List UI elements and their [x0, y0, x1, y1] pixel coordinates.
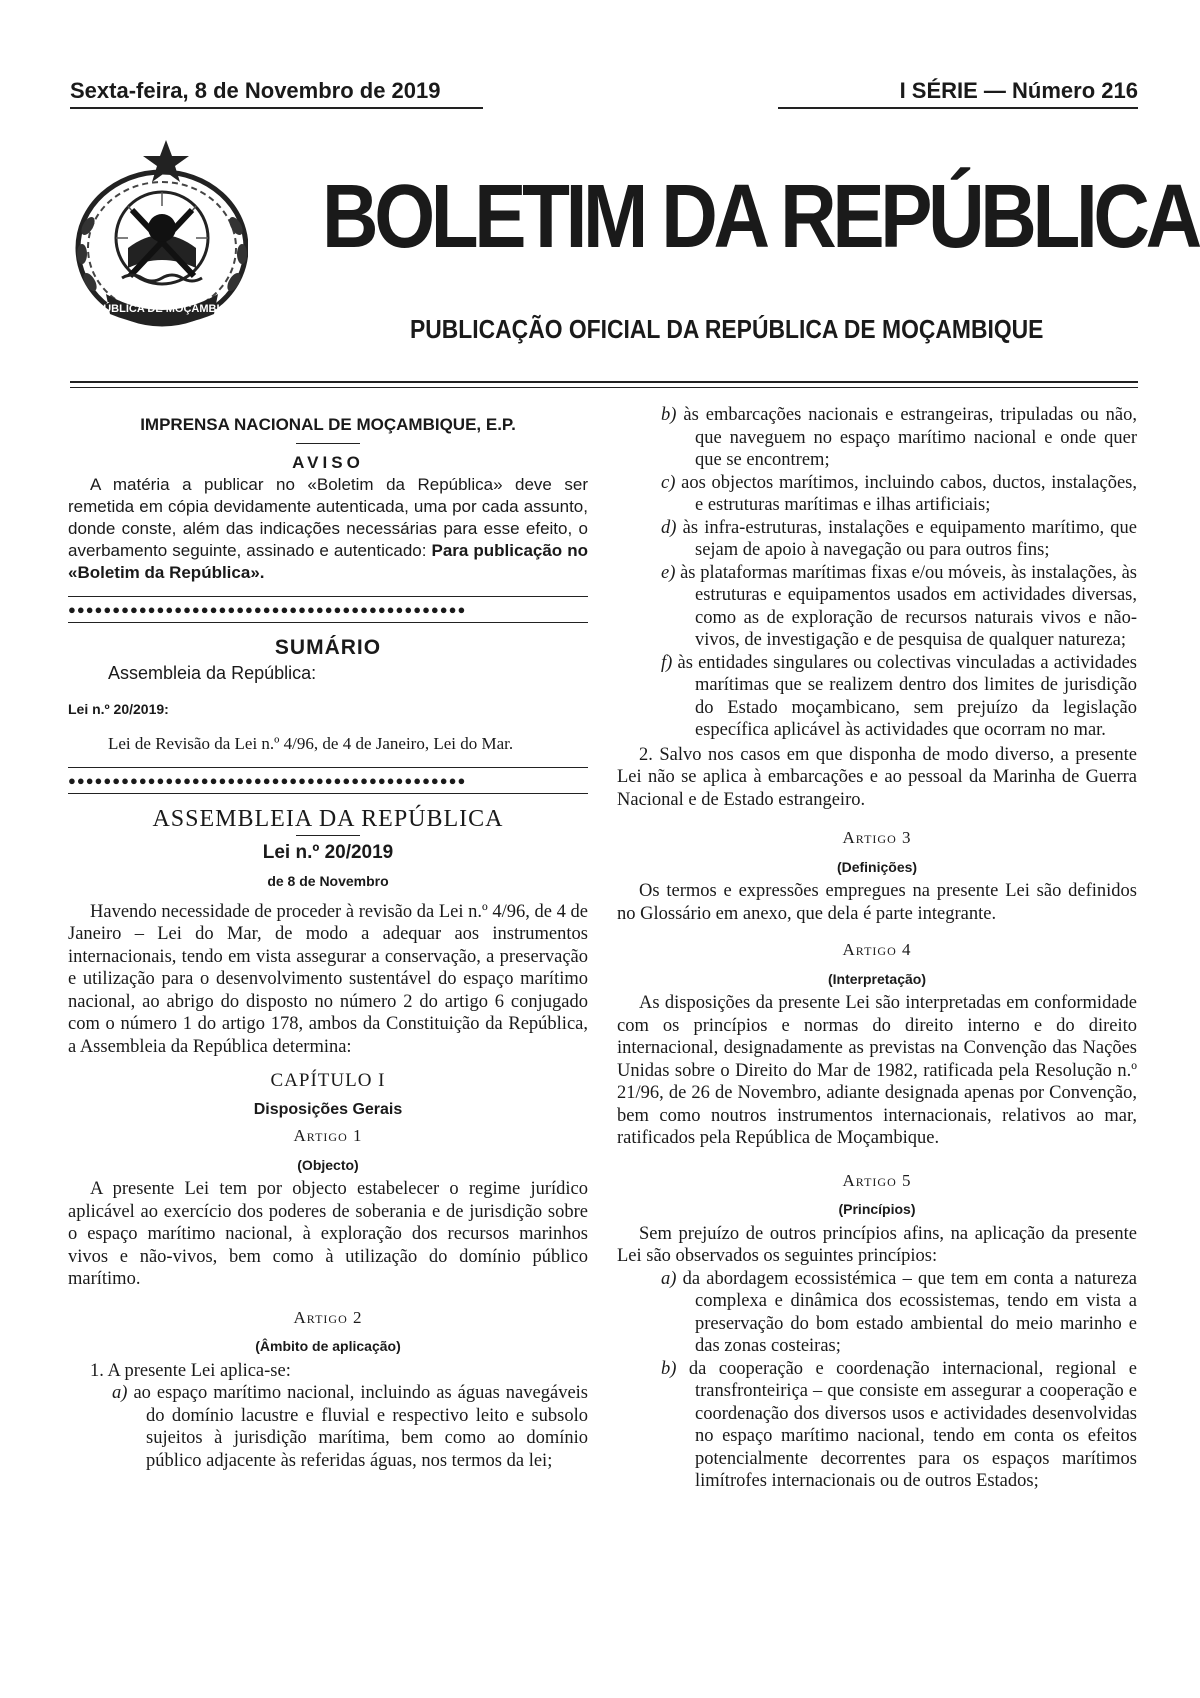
page-subtitle: PUBLICAÇÃO OFICIAL DA REPÚBLICA DE MOÇAMBIQUE [410, 314, 1044, 344]
article-5-heading: Artigo 5 [842, 1170, 912, 1190]
article-2-item-a [68, 1382, 588, 1472]
article-3-heading: Artigo 3 [842, 828, 912, 847]
article-2-item-d [617, 517, 1137, 562]
article-2-item-c [617, 472, 1137, 517]
header-rule-thin [70, 387, 1138, 388]
divider [296, 835, 360, 836]
aviso-heading: AVISO [292, 452, 364, 472]
article-2-subtitle: (Âmbito de aplicação) [255, 1338, 401, 1354]
article-3-subtitle: (Definições) [836, 858, 918, 875]
header-date: Sexta-feira, 8 de Novembro de 2019 [70, 78, 483, 109]
dotted-separator: ●●●●●●●●●●●●●●●●●●●●●●●●●●●●●●●●●●●●●●●●●●●●● [68, 596, 588, 623]
chapter-heading: CAPÍTULO I [270, 1070, 386, 1091]
emblem-ribbon-text: REPÚBLICA DE MOÇAMBIQUE [80, 303, 244, 315]
article-4-subtitle: (Interpretação) [827, 970, 927, 987]
header-rule [70, 381, 1138, 383]
item-label: b) [661, 1358, 677, 1379]
article-2-paragraph-1: 1. A presente Lei aplica-se: [90, 1360, 291, 1381]
article-2-item-f [617, 652, 1137, 742]
header-series-number: I SÉRIE — Número 216 [778, 78, 1138, 109]
item-text: da cooperação e coordenação internacional, regional e transfronteiriça – que consiste em assegurar a cooperação e coordenação dos diversos usos e actividades desenvolvidas no espaço marítimo nacional, tendo em conta os efeitos potencialmente decorrentes para os espaços marítimos limítrofes internacionais ou de outros Estados; [688, 1358, 1138, 1491]
item-text: às embarcações nacionais e estrangeiras, tripuladas ou não, que naveguem no espaço marítimo nacional e onde quer que se encontrem; [683, 405, 1138, 470]
right-column [617, 404, 1137, 1493]
sumario-lei: Lei n.º 20/2019: [68, 701, 169, 717]
item-label: d) [661, 517, 677, 538]
aviso-bold: Para publicação no «Boletim da República». [68, 541, 588, 582]
article-2-item-b [617, 404, 1137, 472]
sumario-description: Lei de Revisão da Lei n.º 4/96, de 4 de Janeiro, Lei do Mar. [108, 733, 514, 753]
aviso-body: A matéria a publicar no «Boletim da República» deve ser remetida em cópia devidamente autenticada, uma por cada assunto, donde conste, além das indicações necessárias para esse efeito, o averbamento seguinte, assinado e autenticado: [68, 475, 588, 560]
item-text: às infra-estruturas, instalações e equipamento marítimo, que sejam de apoio à navegação ou para outros fins; [682, 517, 1137, 560]
imprensa-heading: IMPRENSA NACIONAL DE MOÇAMBIQUE, E.P. [140, 415, 516, 434]
coat-of-arms-icon [66, 136, 248, 332]
article-5-item-b [617, 1358, 1137, 1493]
article-1-heading: Artigo 1 [293, 1126, 363, 1145]
item-text: aos objectos marítimos, incluindo cabos, ductos, instalações, e estruturas marítimas e ilhas artificiais; [681, 472, 1137, 515]
item-text: às plataformas marítimas fixas e/ou móveis, às instalações, às estruturas e equipamentos usados em actividades diversas, como as de exploração de recursos naturais vivos e não-vivos, de investigação e de pesquisa de qualquer natureza; [680, 562, 1137, 650]
item-label: f) [661, 652, 673, 673]
item-label: c) [661, 472, 676, 493]
article-5-item-a [617, 1268, 1137, 1358]
sumario-org: Assembleia da República: [108, 662, 317, 683]
article-5-subtitle: (Princípios) [838, 1201, 916, 1217]
article-2-heading: Artigo 2 [293, 1307, 363, 1327]
coat-of-arms-emblem [66, 136, 248, 332]
item-label: a) [112, 1383, 128, 1403]
lei-date: de 8 de Novembro [267, 873, 389, 889]
article-2-item-e [617, 562, 1137, 652]
sumario-heading: SUMÁRIO [274, 636, 382, 659]
page-title: BOLETIM DA REPÚBLICA [322, 167, 1198, 267]
article-4-text: As disposições da presente Lei são interpretadas em conformidade com os princípios e normas do direito interno e do direito internacional, designadamente as previstas na Convenção das Nações Unidas sobre o Direito do Mar de 1982, ratificada pela Resolução n.º 21/96, de 26 de Novembro, adiante designada apenas por Convenção, bem como noutros instrumentos internacionais, relativos ao mar, ratificados pela República de Moçambique. [617, 993, 1137, 1148]
item-label: a) [661, 1268, 677, 1289]
preamble-text: Havendo necessidade de proceder à revisão da Lei n.º 4/96, de 4 de Janeiro – Lei do Mar, de modo a adequar aos instrumentos internacionais, tendo em vista assegurar a conservação, a preservação e utilização para o desenvolvimento sustentável do espaço marítimo nacional, ao abrigo do disposto no número 2 do artigo 6 conjugado com o número 1 do artigo 178, ambos da Constituição da República, a Assembleia da República determina: [68, 901, 588, 1057]
article-4-heading: Artigo 4 [842, 940, 912, 959]
article-5-text: Sem prejuízo de outros princípios afins, na aplicação da presente Lei são observados os seguintes princípios: [617, 1223, 1137, 1266]
article-1-subtitle: (Objecto) [297, 1156, 359, 1173]
divider [296, 443, 360, 444]
left-column [68, 408, 588, 1472]
assembleia-heading: ASSEMBLEIA DA REPÚBLICA [152, 806, 504, 832]
item-label: e) [661, 562, 676, 583]
article-1-text: A presente Lei tem por objecto estabelecer o regime jurídico aplicável ao exercício dos poderes de soberania e de jurisdição sobre o espaço marítimo nacional, à exploração dos recursos marinhos vivos e não-vivos, bem como à utilização do domínio público marítimo. [68, 1179, 588, 1289]
item-text: ao espaço marítimo nacional, incluindo as águas navegáveis do domínio lacustre e fluvial e respectivo leito e subsolo sujeitos à jurisdição marítima, bem como ao domínio público adjacente às referidas águas, nos termos da lei; [133, 1383, 588, 1471]
lei-title: Lei n.º 20/2019 [262, 841, 394, 863]
chapter-title: Disposições Gerais [253, 1100, 403, 1118]
aviso-text [68, 474, 588, 584]
item-text: da abordagem ecossistémica – que tem em conta a natureza complexa e dinâmica dos ecossistemas, tendo em vista a preservação do bom estado ambiental do meio marinho e das zonas costeiras; [682, 1268, 1137, 1356]
article-2-paragraph-2: 2. Salvo nos casos em que disponha de modo diverso, a presente Lei não se aplica à embarcações e ao pessoal da Marinha de Guerra Nacional e de Estado estrangeiro. [617, 744, 1137, 810]
dotted-separator: ●●●●●●●●●●●●●●●●●●●●●●●●●●●●●●●●●●●●●●●●●●●●● [68, 767, 588, 794]
article-3-text: Os termos e expressões empregues na presente Lei são definidos no Glossário em anexo, que dela é parte integrante. [617, 881, 1137, 924]
item-label: b) [661, 405, 677, 425]
item-text: às entidades singulares ou colectivas vinculadas a actividades marítimas que se realizem dentro dos limites de jurisdição do Estado moçambicano, sem prejuízo da legislação específica aplicável às actividades que ocorram no mar. [677, 652, 1138, 740]
